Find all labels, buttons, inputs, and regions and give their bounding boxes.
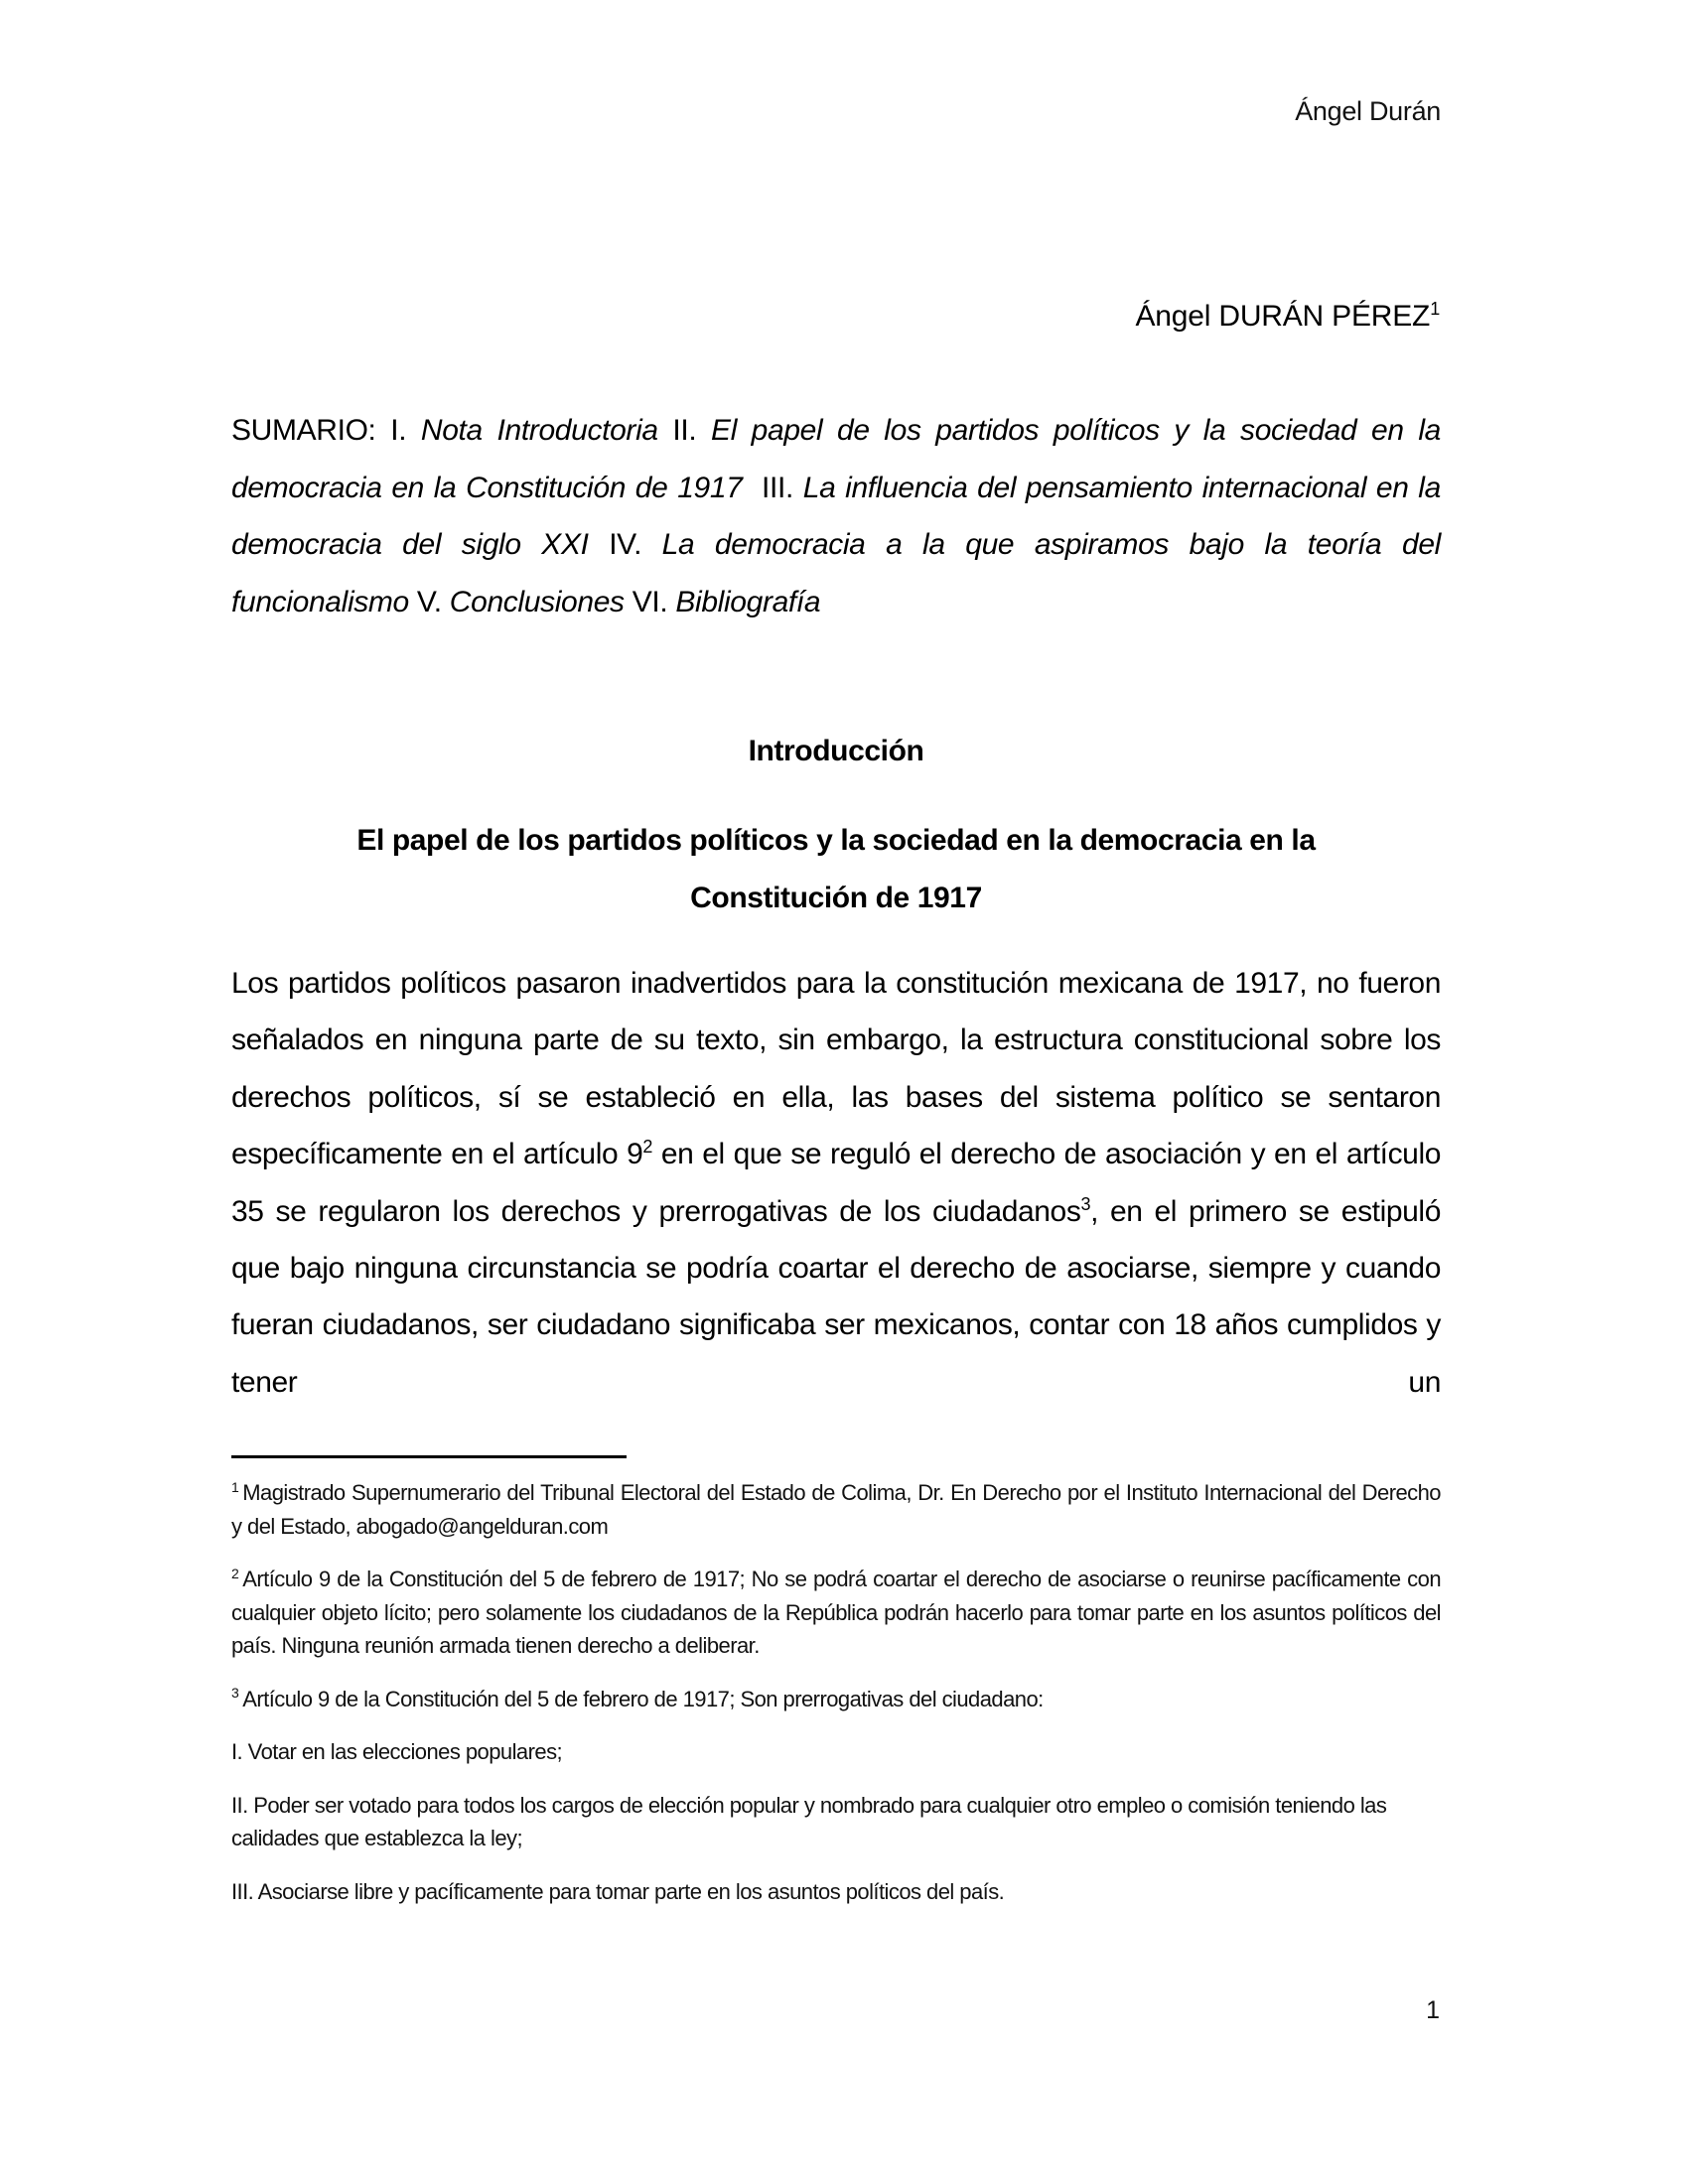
sumario-numeral: I.: [390, 414, 407, 447]
footnote-list-item: [231, 1875, 1441, 1909]
sumario-paragraph: [231, 402, 1441, 630]
body-text-part: , en el primero se estipuló que bajo ninguna circunstancia se podría coartar el derecho de asociarse, siempre y cuando fueran ciudadanos, ser ciudadano significaba ser mexicanos, contar con 18 años cumplidos y tener un: [231, 1194, 1441, 1399]
sumario-item-title: La influencia del pensamiento internacional en la democracia del siglo: [231, 471, 1441, 561]
body-text-part: Los partidos políticos pasaron inadvertidos para la constitución mexicana de 1917, no fueron señalados en ninguna parte de su texto, sin embargo, la estructura constitucional sobre los derechos políticos, sí se estableció en ella, las bases del sistema político se sentaron específicamente en el artículo 9: [231, 967, 1441, 1171]
sumario-item-title: El papel de los partidos políticos y la sociedad en la democracia en la Constitución de 1917: [231, 414, 1441, 504]
running-header: Ángel Durán: [1295, 96, 1441, 126]
sumario-label: SUMARIO:: [231, 414, 376, 447]
footnote-mark: 2: [231, 1565, 239, 1581]
sumario-numeral: III.: [762, 471, 793, 504]
sumario-item-title: Conclusiones: [449, 585, 625, 618]
author-footnote-ref[interactable]: 1: [1430, 299, 1440, 319]
sumario-numeral: VI.: [632, 585, 668, 618]
footnote-text: Artículo 9 de la Constitución del 5 de febrero de 1917; No se podrá coartar el derecho de asociarse o reunirse pacíficamente con cualquier objeto lícito; pero solamente los ciudadanos de la República podrán hacerlo para tomar parte en los asuntos políticos del país. Ninguna reunión armada tienen derecho a deliberar.: [231, 1567, 1441, 1658]
footnote-ref[interactable]: 3: [1080, 1193, 1091, 1214]
footnote-text: Magistrado Supernumerario del Tribunal Electoral del Estado de Colima, Dr. En Derecho por el Instituto Internacional del Derecho y del Estado, abogado@angelduran.com: [231, 1480, 1441, 1539]
footnote-text: Artículo 9 de la Constitución del 5 de febrero de 1917; Son prerrogativas del ciudadano:: [242, 1686, 1044, 1711]
author-name: Ángel DURÁN PÉREZ: [1135, 300, 1431, 333]
section-heading: Introducción: [748, 735, 924, 767]
body-paragraph: [231, 955, 1441, 1411]
footnote-mark: 3: [231, 1685, 239, 1702]
footnotes-section: [231, 1476, 1441, 1928]
sumario-item-title: XXI: [541, 528, 589, 561]
sumario-numeral: II.: [672, 414, 697, 447]
sumario-item-title: Nota Introductoria: [420, 414, 658, 447]
sumario-item-title: La democracia a la que aspiramos bajo la teoría del funcionalismo: [231, 528, 1441, 618]
footnote-list-item: [231, 1789, 1441, 1855]
footnote-text: III. Asociarse libre y pacíficamente para tomar parte en los asuntos políticos del país.: [231, 1878, 1005, 1904]
footnote-ref[interactable]: 2: [642, 1137, 652, 1158]
footnote-list-item: [231, 1735, 1441, 1769]
sumario-numeral: IV.: [609, 528, 642, 561]
sumario-item-title: Bibliografía: [675, 585, 821, 618]
body-text-part: en el que se reguló el derecho de asociación y en el artículo 35 se regularon los derechos y prerrogativas de los ciudadanos: [231, 1138, 1441, 1228]
section-subtitle: El papel de los partidos políticos y la sociedad en la democracia en la Constitución de 1917: [356, 824, 1316, 914]
footnote-separator: [231, 1455, 627, 1458]
footnote-text: II. Poder ser votado para todos los cargos de elección popular y nombrado para cualquier otro empleo o comisión teniendo las calidades que establezca la ley;: [231, 1792, 1387, 1850]
footnote: [231, 1476, 1441, 1543]
author-line: [1135, 300, 1440, 334]
footnote: [231, 1563, 1441, 1663]
footnote-text: I. Votar en las elecciones populares;: [231, 1739, 563, 1764]
footnote: [231, 1683, 1441, 1716]
footnote-mark: 1: [231, 1478, 239, 1495]
page-number: 1: [1426, 1996, 1440, 2024]
sumario-numeral: V.: [416, 585, 442, 618]
